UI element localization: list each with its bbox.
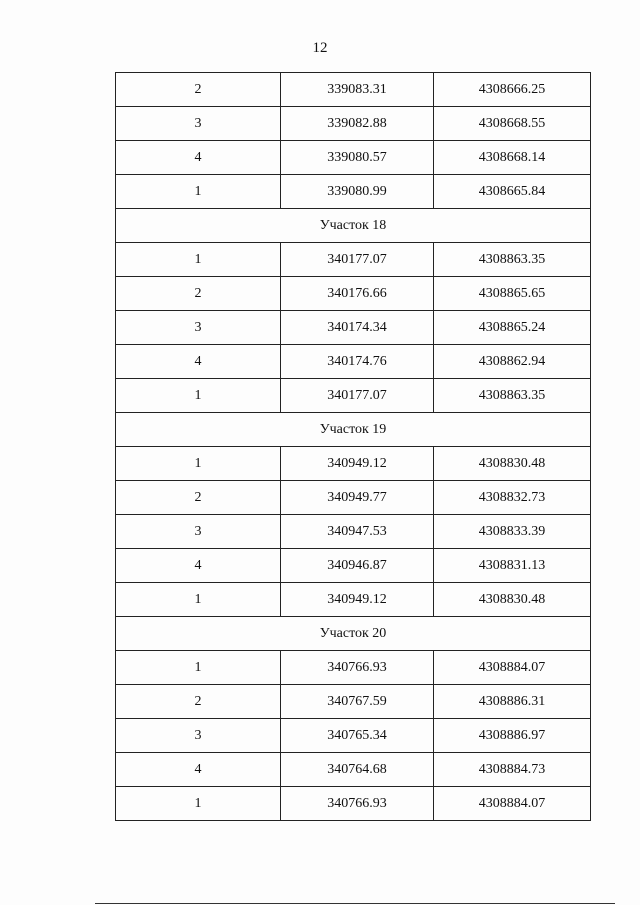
section-header-row [116, 413, 591, 447]
table-row [116, 379, 591, 413]
point-number-cell: 1 [116, 447, 281, 481]
point-number-cell: 3 [116, 719, 281, 753]
table-row [116, 311, 591, 345]
y-coordinate-cell: 4308668.14 [434, 141, 591, 175]
section-title: Участок 19 [116, 413, 591, 447]
x-coordinate-cell: 339082.88 [281, 107, 434, 141]
y-coordinate-cell: 4308832.73 [434, 481, 591, 515]
y-coordinate-cell: 4308830.48 [434, 447, 591, 481]
y-coordinate-cell: 4308862.94 [434, 345, 591, 379]
point-number-cell: 1 [116, 583, 281, 617]
point-number-cell: 2 [116, 277, 281, 311]
point-number-cell: 4 [116, 549, 281, 583]
table-row [116, 651, 591, 685]
table-row [116, 583, 591, 617]
y-coordinate-cell: 4308665.84 [434, 175, 591, 209]
point-number-cell: 4 [116, 345, 281, 379]
point-number-cell: 1 [116, 651, 281, 685]
x-coordinate-cell: 340949.77 [281, 481, 434, 515]
section-title: Участок 20 [116, 617, 591, 651]
y-coordinate-cell: 4308863.35 [434, 379, 591, 413]
coordinates-table-body [116, 73, 591, 821]
table-row [116, 549, 591, 583]
point-number-cell: 1 [116, 787, 281, 821]
y-coordinate-cell: 4308833.39 [434, 515, 591, 549]
y-coordinate-cell: 4308884.73 [434, 753, 591, 787]
section-header-row [116, 617, 591, 651]
x-coordinate-cell: 340174.34 [281, 311, 434, 345]
table-row [116, 345, 591, 379]
point-number-cell: 2 [116, 73, 281, 107]
y-coordinate-cell: 4308830.48 [434, 583, 591, 617]
table-row [116, 447, 591, 481]
y-coordinate-cell: 4308884.07 [434, 651, 591, 685]
x-coordinate-cell: 340176.66 [281, 277, 434, 311]
table-row [116, 753, 591, 787]
x-coordinate-cell: 340947.53 [281, 515, 434, 549]
point-number-cell: 1 [116, 243, 281, 277]
point-number-cell: 3 [116, 107, 281, 141]
x-coordinate-cell: 340766.93 [281, 787, 434, 821]
y-coordinate-cell: 4308666.25 [434, 73, 591, 107]
section-title: Участок 18 [116, 209, 591, 243]
x-coordinate-cell: 340177.07 [281, 379, 434, 413]
y-coordinate-cell: 4308865.24 [434, 311, 591, 345]
point-number-cell: 2 [116, 481, 281, 515]
y-coordinate-cell: 4308831.13 [434, 549, 591, 583]
table-row [116, 141, 591, 175]
x-coordinate-cell: 339080.99 [281, 175, 434, 209]
point-number-cell: 1 [116, 379, 281, 413]
section-header-row [116, 209, 591, 243]
table-row [116, 515, 591, 549]
table-row [116, 685, 591, 719]
table-row [116, 277, 591, 311]
x-coordinate-cell: 340766.93 [281, 651, 434, 685]
point-number-cell: 4 [116, 753, 281, 787]
x-coordinate-cell: 340949.12 [281, 583, 434, 617]
x-coordinate-cell: 340765.34 [281, 719, 434, 753]
point-number-cell: 2 [116, 685, 281, 719]
x-coordinate-cell: 340767.59 [281, 685, 434, 719]
point-number-cell: 3 [116, 515, 281, 549]
x-coordinate-cell: 340177.07 [281, 243, 434, 277]
y-coordinate-cell: 4308865.65 [434, 277, 591, 311]
point-number-cell: 3 [116, 311, 281, 345]
page-number: 12 [312, 40, 328, 56]
y-coordinate-cell: 4308886.31 [434, 685, 591, 719]
table-row [116, 107, 591, 141]
x-coordinate-cell: 340174.76 [281, 345, 434, 379]
x-coordinate-cell: 339080.57 [281, 141, 434, 175]
table-row [116, 175, 591, 209]
table-row [116, 787, 591, 821]
y-coordinate-cell: 4308863.35 [434, 243, 591, 277]
x-coordinate-cell: 340764.68 [281, 753, 434, 787]
point-number-cell: 4 [116, 141, 281, 175]
y-coordinate-cell: 4308668.55 [434, 107, 591, 141]
point-number-cell: 1 [116, 175, 281, 209]
table-row [116, 73, 591, 107]
x-coordinate-cell: 339083.31 [281, 73, 434, 107]
x-coordinate-cell: 340949.12 [281, 447, 434, 481]
table-row [116, 481, 591, 515]
page-bottom-edge [95, 903, 615, 904]
table-row [116, 719, 591, 753]
x-coordinate-cell: 340946.87 [281, 549, 434, 583]
coordinates-table [115, 72, 591, 821]
table-row [116, 243, 591, 277]
y-coordinate-cell: 4308886.97 [434, 719, 591, 753]
y-coordinate-cell: 4308884.07 [434, 787, 591, 821]
